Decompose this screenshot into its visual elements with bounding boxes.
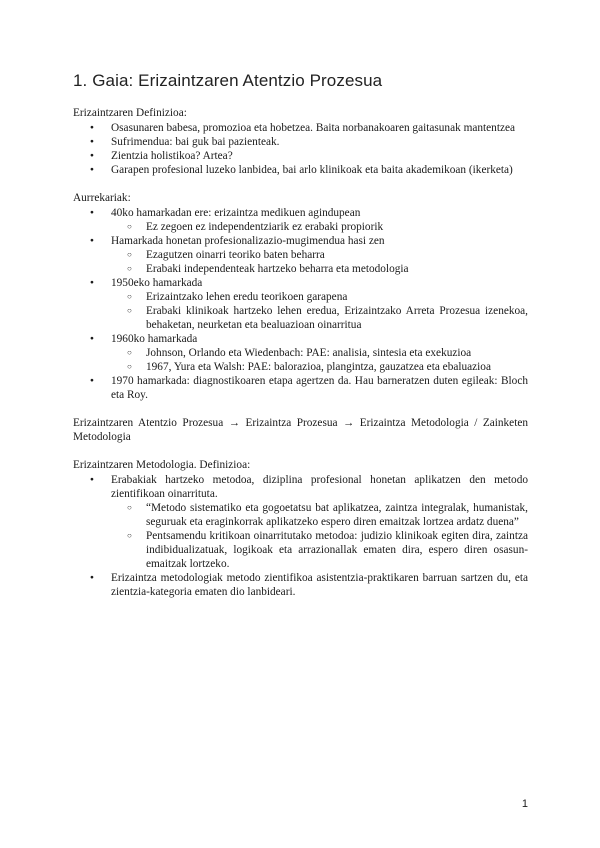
- sub-list-item: ○ Pentsamendu kritikoan oinarritutako metodoa: judizio klinikoak egiten dira, zaintza indibidualizatuak, logikoak eta arrazionallak ematen dira, espero diren osasun-emaitzak lortzeko.: [73, 529, 528, 571]
- background-heading: Aurrekariak:: [73, 192, 131, 204]
- list-item: ● Garapen profesional luzeko lanbidea, bai arlo klinikoak eta baita akademikoan (ikerketa): [73, 163, 528, 177]
- sub-list: [111, 290, 528, 332]
- methodology-section: [73, 458, 528, 599]
- document-body: [73, 106, 528, 613]
- definition-heading: Erizaintzaren Definizioa:: [73, 107, 187, 119]
- list-item-text: Erizaintza metodologiak metodo zientifikoa asistentzia-praktikaren barruan sartzen du, eta zientzia-kategoria ematen dio lanbideari.: [111, 572, 528, 598]
- list-item: [73, 473, 528, 571]
- definition-list: [73, 121, 528, 177]
- list-item-text: 1970 hamarkada: diagnostikoaren etapa agertzen da. Hau barneratzen duten egileak: Bloch eta Roy.: [111, 375, 528, 401]
- methodology-heading: Erizaintzaren Metodologia. Definizioa:: [73, 459, 251, 471]
- sub-list-item: ○ Erabaki independenteak hartzeko beharra eta metodologia: [73, 262, 528, 276]
- list-item: [73, 332, 528, 374]
- sub-list-item: ○ Johnson, Orlando eta Wiedenbach: PAE: analisia, sintesia eta exekuzioa: [73, 346, 528, 360]
- sub-list-item: ○ Erizaintzako lehen eredu teorikoen garapena: [73, 290, 528, 304]
- page-title: 1. Gaia: Erizaintzaren Atentzio Prozesua: [73, 71, 383, 90]
- methodology-list: [73, 473, 528, 599]
- page-number: 1: [521, 798, 528, 810]
- sub-list: [111, 501, 528, 571]
- list-item: ● Sufrimendua: bai guk bai pazienteak.: [73, 135, 528, 149]
- list-item: ● Osasunaren babesa, promozioa eta hobetzea. Baita norbanakoaren gaitasunak mantentzea: [73, 121, 528, 135]
- flow-section: [73, 416, 528, 444]
- definition-section: [73, 106, 528, 177]
- sub-list-item: ○ Erabaki klinikoak hartzeko lehen eredua, Erizaintzako Arreta Prozesua izenekoa, behaketan, neurketan eta bealuazioan oinarritua: [73, 304, 528, 332]
- sub-list-item: ○ Ez zegoen ez independentziarik ez erabaki propiorik: [73, 220, 528, 234]
- list-item-text: 40ko hamarkadan ere: erizaintza medikuen agindupean: [111, 207, 361, 219]
- background-section: [73, 191, 528, 402]
- sub-list: [111, 346, 528, 374]
- list-item-text: 1950eko hamarkada: [111, 277, 203, 289]
- list-item: ● Zientzia holistikoa? Artea?: [73, 149, 528, 163]
- sub-list: [111, 220, 528, 234]
- sub-list-item: ○ “Metodo sistematiko eta gogoetatsu bat aplikatzea, zaintza integralak, humanistak, seguruak eta eraginkorrak aplikatzeko espero diren emaitzak lortzea ardatz duena”: [73, 501, 528, 529]
- list-item: [73, 571, 528, 599]
- list-item: [73, 374, 528, 402]
- list-item: [73, 206, 528, 234]
- sub-list-item: ○ 1967, Yura eta Walsh: PAE: balorazioa, plangintza, gauzatzea eta ebaluazioa: [73, 360, 528, 374]
- list-item: [73, 234, 528, 276]
- list-item-text: 1960ko hamarkada: [111, 333, 198, 345]
- sub-list-item: ○ Ezagutzen oinarri teoriko baten beharra: [73, 248, 528, 262]
- background-list: [73, 206, 528, 402]
- list-item: [73, 276, 528, 332]
- process-flow-text: Erizaintzaren Atentzio Prozesua → Erizaintza Prozesua → Erizaintza Metodologia / Zainketen Metodologia: [73, 417, 528, 443]
- list-item-text: Hamarkada honetan profesionalizazio-mugimendua hasi zen: [111, 235, 385, 247]
- list-item-text: Erabakiak hartzeko metodoa, diziplina profesional honetan aplikatzen den metodo zientifikoan oinarrituta.: [111, 474, 528, 500]
- sub-list: [111, 248, 528, 276]
